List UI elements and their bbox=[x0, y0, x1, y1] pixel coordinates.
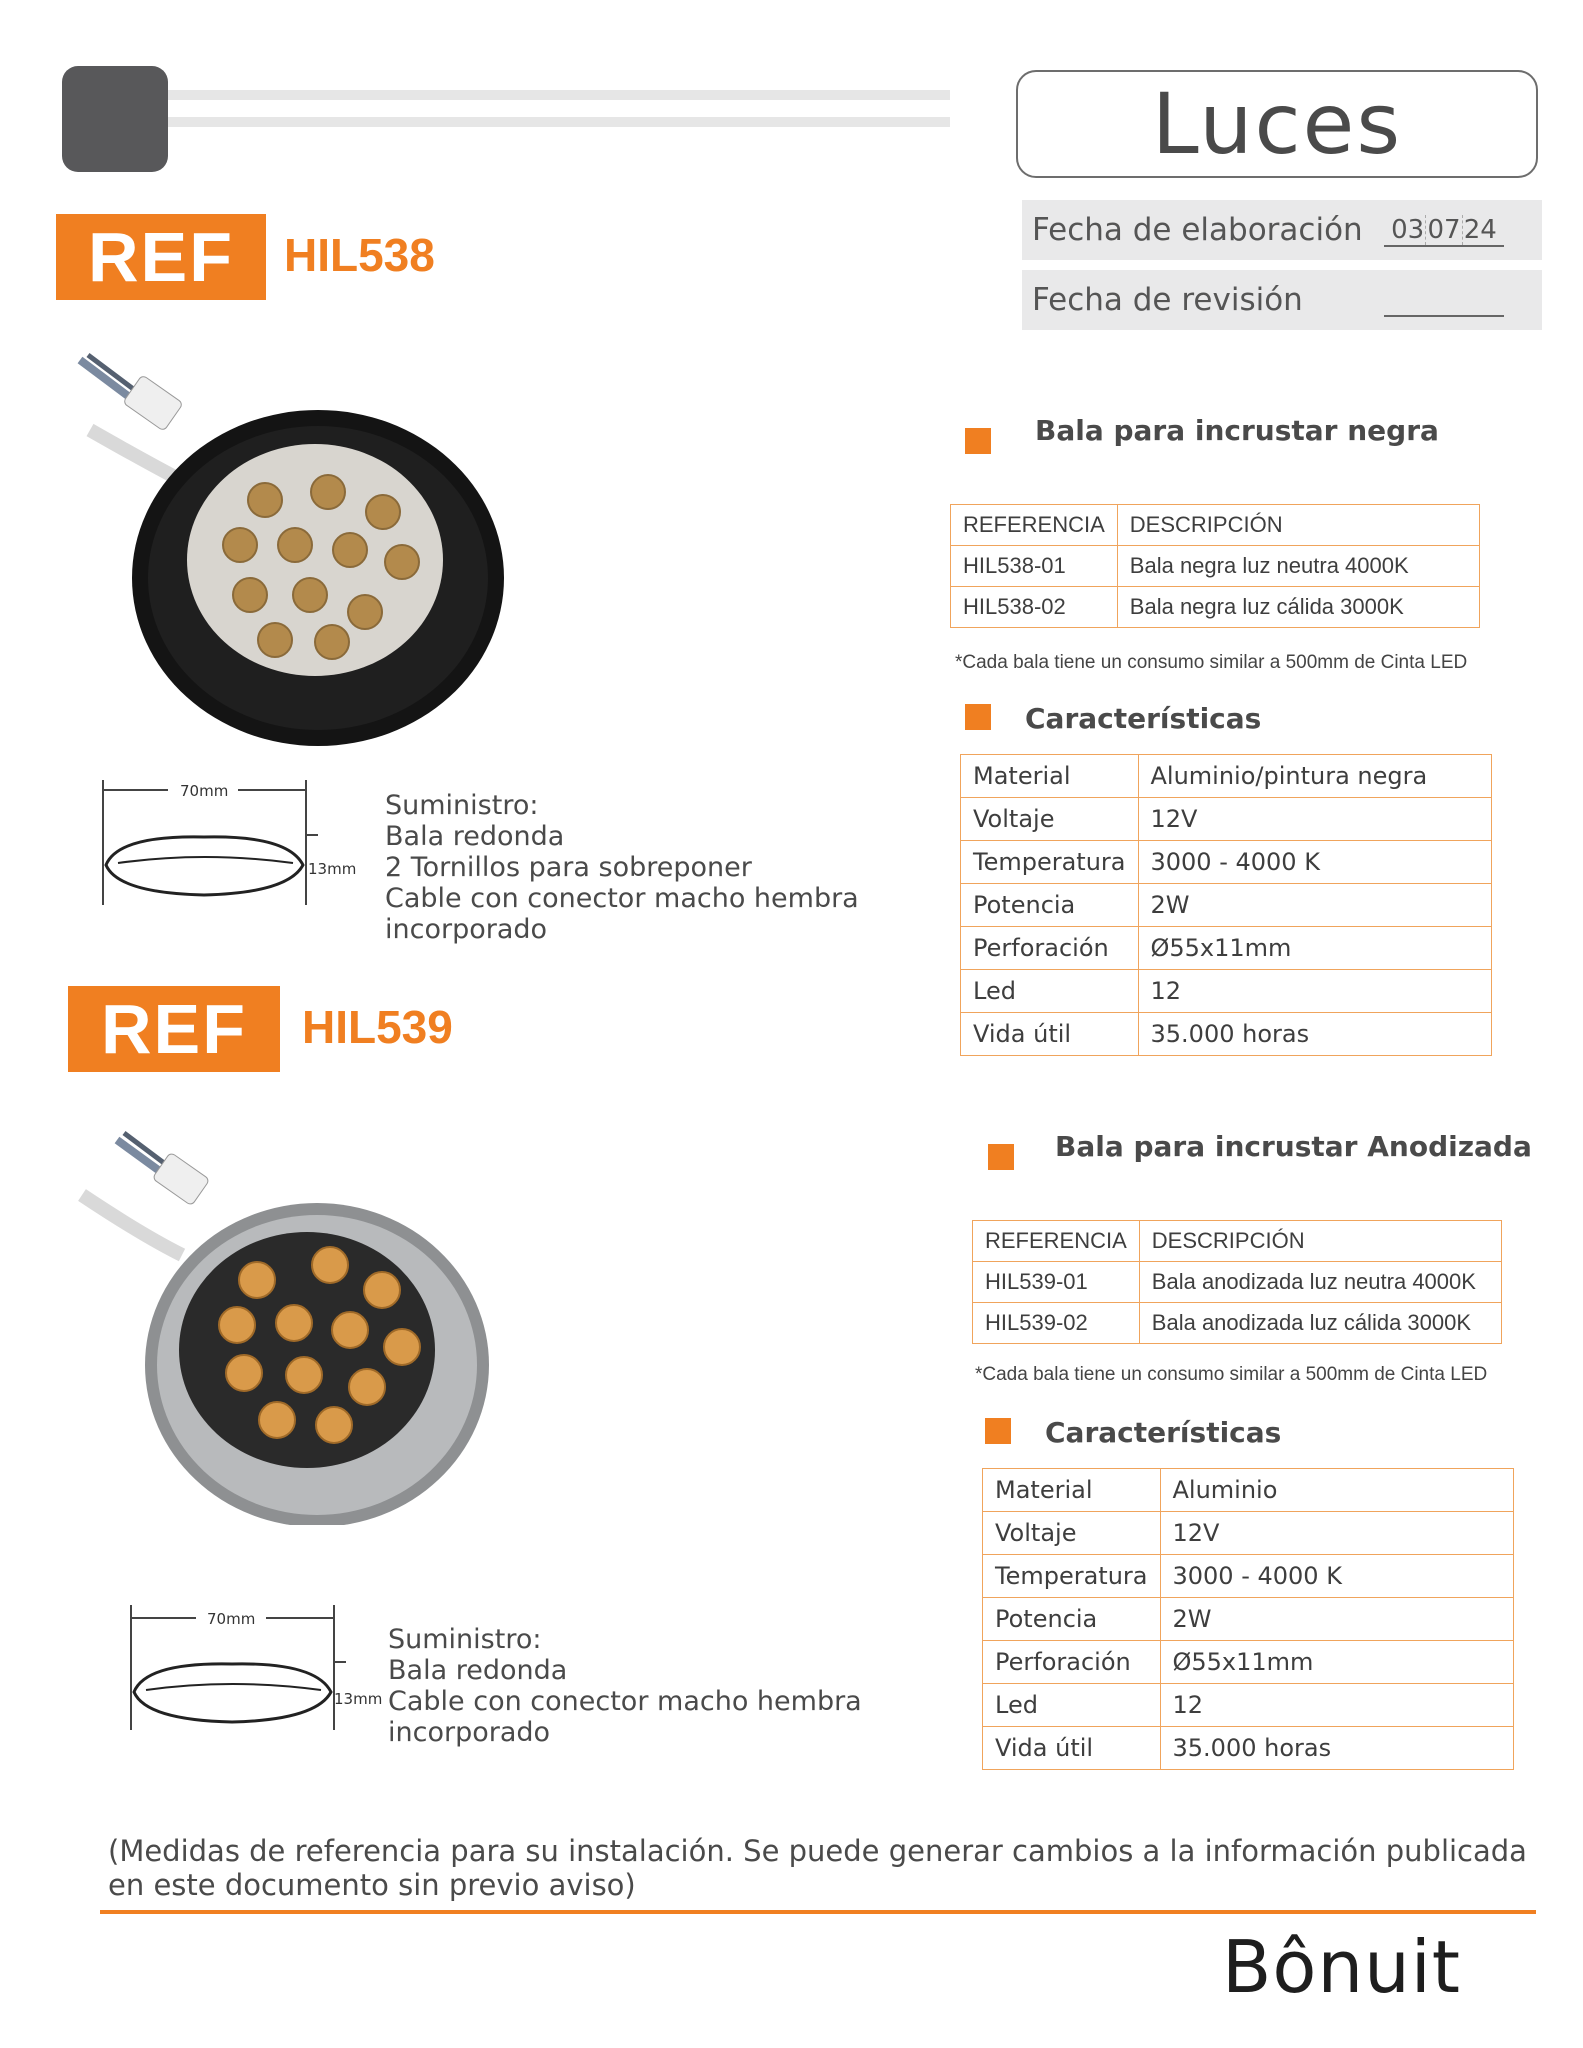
consumption-note-2: *Cada bala tiene un consumo similar a 500mm de Cinta LED bbox=[975, 1364, 1488, 1385]
table-header: DESCRIPCIÓN bbox=[1139, 1221, 1501, 1262]
consumption-note-1: *Cada bala tiene un consumo similar a 500mm de Cinta LED bbox=[955, 652, 1468, 673]
section-title-2: Bala para incrustar Anodizada bbox=[1055, 1130, 1532, 1163]
date-day: 03 bbox=[1390, 215, 1426, 245]
section-title-1: Bala para incrustar negra bbox=[1035, 414, 1439, 447]
char-label: Voltaje bbox=[961, 798, 1139, 841]
char-label: Material bbox=[961, 755, 1139, 798]
char-label: Temperatura bbox=[961, 841, 1139, 884]
char-value: Ø55x11mm bbox=[1138, 927, 1492, 970]
title-box bbox=[1016, 70, 1538, 178]
ref-table-1 bbox=[950, 504, 1480, 628]
char-label: Voltaje bbox=[983, 1512, 1161, 1555]
char-label: Potencia bbox=[961, 884, 1139, 927]
product-image-hil538 bbox=[70, 350, 510, 750]
ref-badge-2: REF bbox=[68, 986, 280, 1072]
supply-line: Bala redonda bbox=[385, 821, 565, 852]
dim-width-label-1: 70mm bbox=[180, 782, 229, 800]
table-cell: Bala anodizada luz cálida 3000K bbox=[1139, 1303, 1501, 1344]
char-label: Led bbox=[961, 970, 1139, 1013]
supply-line: Cable con conector macho hembra bbox=[385, 883, 859, 914]
table-cell: HIL539-01 bbox=[973, 1262, 1140, 1303]
fecha-elaboracion-value bbox=[1384, 213, 1504, 247]
ref-code-2: HIL539 bbox=[302, 1001, 453, 1053]
characteristics-title-2: Características bbox=[1045, 1416, 1282, 1449]
table-cell: Bala negra luz cálida 3000K bbox=[1117, 587, 1479, 628]
char-label: Led bbox=[983, 1684, 1161, 1727]
char-value: 12 bbox=[1138, 970, 1492, 1013]
characteristics-table-1 bbox=[960, 754, 1492, 1056]
supply-line: 2 Tornillos para sobreponer bbox=[385, 852, 752, 883]
table-header: REFERENCIA bbox=[973, 1221, 1140, 1262]
product-image-hil539 bbox=[72, 1125, 512, 1525]
dim-height-label-1: 13mm bbox=[308, 860, 357, 878]
page-title: Luces bbox=[1151, 75, 1403, 173]
char-value: 3000 - 4000 K bbox=[1138, 841, 1492, 884]
fecha-elaboracion-label: Fecha de elaboración bbox=[1032, 212, 1363, 248]
char-value: 35.000 horas bbox=[1160, 1727, 1514, 1770]
ref-badge-1: REF bbox=[56, 214, 266, 300]
fecha-revision-row bbox=[1022, 270, 1542, 330]
supply-line: Suministro: bbox=[385, 790, 539, 821]
section-bullet bbox=[988, 1144, 1014, 1170]
header-line-top bbox=[168, 90, 950, 100]
characteristics-title-1: Características bbox=[1025, 702, 1262, 735]
table-cell: Bala negra luz neutra 4000K bbox=[1117, 546, 1479, 587]
char-label: Vida útil bbox=[983, 1727, 1161, 1770]
section-bullet bbox=[965, 704, 991, 730]
table-header: REFERENCIA bbox=[951, 505, 1118, 546]
table-cell: Bala anodizada luz neutra 4000K bbox=[1139, 1262, 1501, 1303]
char-label: Vida útil bbox=[961, 1013, 1139, 1056]
characteristics-table-2 bbox=[982, 1468, 1514, 1770]
table-cell: HIL538-01 bbox=[951, 546, 1118, 587]
footer-rule bbox=[100, 1910, 1536, 1914]
char-value: 12V bbox=[1138, 798, 1492, 841]
section-bullet bbox=[965, 428, 991, 454]
dim-height-label-2: 13mm bbox=[334, 1690, 383, 1708]
char-value: Aluminio bbox=[1160, 1469, 1514, 1512]
supply-block-2 bbox=[388, 1624, 862, 1748]
char-value: Aluminio/pintura negra bbox=[1138, 755, 1492, 798]
supply-line: incorporado bbox=[385, 914, 548, 945]
header-tab-block bbox=[62, 66, 168, 172]
ref-table-2 bbox=[972, 1220, 1502, 1344]
supply-line: Suministro: bbox=[388, 1624, 542, 1655]
table-header: DESCRIPCIÓN bbox=[1117, 505, 1479, 546]
supply-line: Cable con conector macho hembra bbox=[388, 1686, 862, 1717]
char-value: 35.000 horas bbox=[1138, 1013, 1492, 1056]
fecha-revision-value bbox=[1384, 283, 1504, 317]
char-label: Material bbox=[983, 1469, 1161, 1512]
supply-line: incorporado bbox=[388, 1717, 551, 1748]
char-value: 2W bbox=[1160, 1598, 1514, 1641]
table-cell: HIL539-02 bbox=[973, 1303, 1140, 1344]
char-value: Ø55x11mm bbox=[1160, 1641, 1514, 1684]
header-line-bottom bbox=[168, 117, 950, 127]
dimension-drawing-2 bbox=[126, 1600, 386, 1740]
fecha-elaboracion-row bbox=[1022, 200, 1542, 260]
brand-logo: Bônuit bbox=[1222, 1925, 1461, 2009]
dim-width-label-2: 70mm bbox=[207, 1610, 256, 1628]
section-bullet bbox=[985, 1418, 1011, 1444]
supply-block-1 bbox=[385, 790, 859, 945]
char-value: 2W bbox=[1138, 884, 1492, 927]
date-month: 07 bbox=[1426, 215, 1462, 245]
fecha-revision-label: Fecha de revisión bbox=[1032, 282, 1303, 318]
supply-line: Bala redonda bbox=[388, 1655, 568, 1686]
char-label: Perforación bbox=[961, 927, 1139, 970]
char-label: Potencia bbox=[983, 1598, 1161, 1641]
char-value: 3000 - 4000 K bbox=[1160, 1555, 1514, 1598]
footer-disclaimer: (Medidas de referencia para su instalación. Se puede generar cambios a la información publicada en este documento sin previo aviso) bbox=[108, 1834, 1527, 1902]
char-value: 12V bbox=[1160, 1512, 1514, 1555]
char-label: Perforación bbox=[983, 1641, 1161, 1684]
char-value: 12 bbox=[1160, 1684, 1514, 1727]
char-label: Temperatura bbox=[983, 1555, 1161, 1598]
date-year: 24 bbox=[1463, 215, 1497, 245]
ref-code-1: HIL538 bbox=[284, 229, 435, 281]
table-cell: HIL538-02 bbox=[951, 587, 1118, 628]
